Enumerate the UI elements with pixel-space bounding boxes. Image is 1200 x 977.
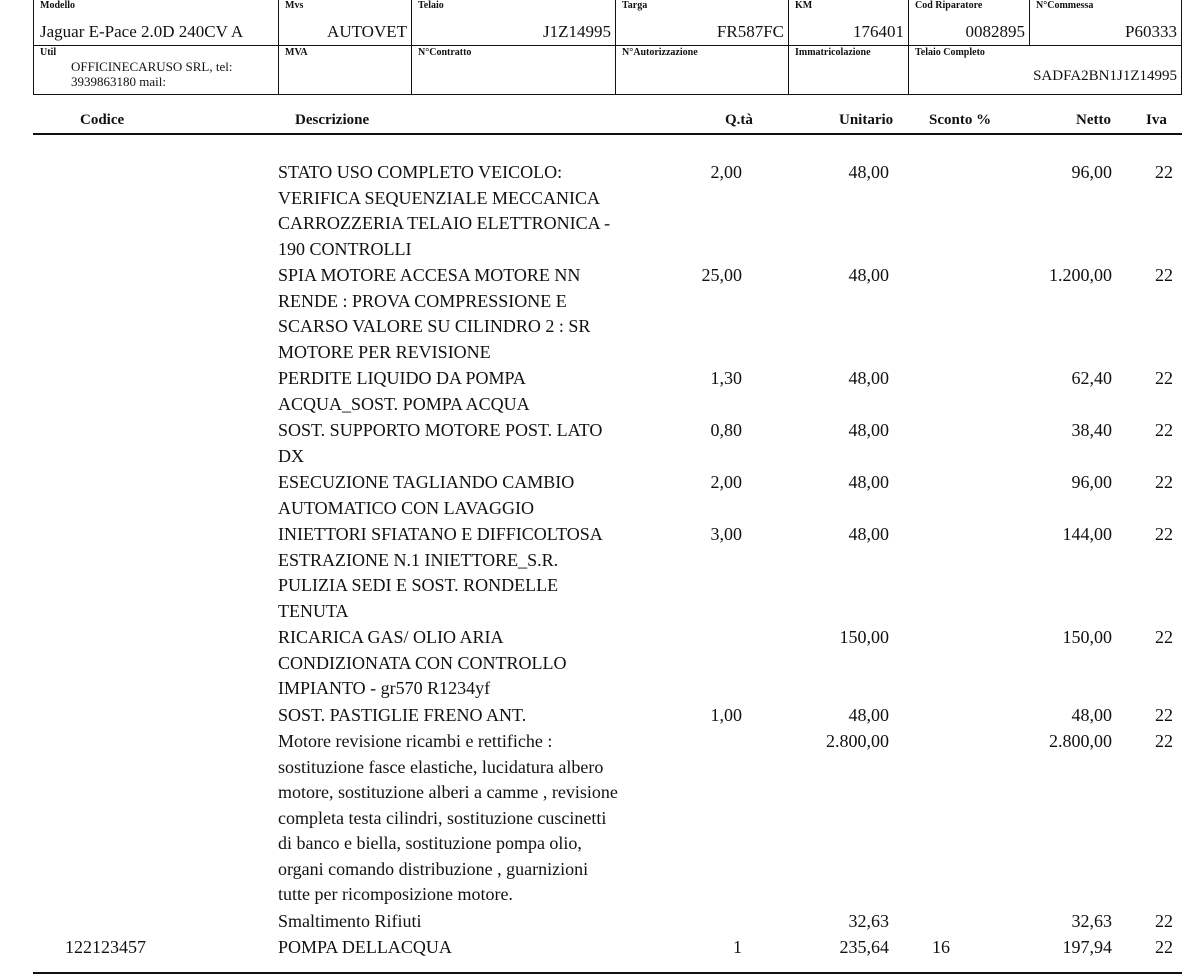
commessa-value: P60333	[1125, 22, 1177, 41]
item-quantity: 25,00	[701, 265, 742, 285]
item-net: 96,00	[1071, 472, 1112, 492]
item-discount: 16	[932, 937, 950, 957]
immatricolazione-cell	[789, 46, 909, 94]
col-qta: Q.tà	[725, 112, 753, 128]
contratto-cell	[412, 46, 616, 94]
table-row	[0, 625, 1200, 702]
item-net: 1.200,00	[1049, 265, 1112, 285]
telaio-value: J1Z14995	[543, 22, 611, 41]
item-unit-price: 235,64	[839, 937, 889, 957]
util-value: OFFICINECARUSO SRL, tel: 3939863180 mail:	[71, 59, 233, 89]
item-net: 197,94	[1062, 937, 1112, 957]
item-net: 150,00	[1062, 627, 1112, 647]
item-description: INIETTORI SFIATANO E DIFFICOLTOSA ESTRAZIONE N.1 INIETTORE_S.R. PULIZIA SEDI E SOST. RONDELLE TENUTA	[278, 524, 603, 621]
table-row	[0, 703, 1200, 729]
col-unitario: Unitario	[839, 112, 894, 128]
item-vat: 22	[1155, 731, 1173, 751]
targa-cell	[616, 0, 789, 45]
column-header-row	[33, 110, 1182, 135]
item-vat: 22	[1155, 420, 1173, 440]
autorizzazione-cell	[616, 46, 789, 94]
item-description: POMPA DELLACQUA	[278, 937, 452, 957]
col-descrizione: Descrizione	[295, 112, 370, 128]
table-row	[0, 935, 1200, 961]
item-quantity: 1	[733, 937, 742, 957]
item-unit-price: 48,00	[848, 704, 889, 725]
item-vat: 22	[1155, 162, 1173, 182]
commessa-label: N°Commessa	[1036, 0, 1094, 11]
item-vat: 22	[1155, 368, 1173, 388]
km-cell	[789, 0, 909, 45]
item-unit-price: 48,00	[848, 524, 889, 544]
item-unit-price: 48,00	[848, 265, 889, 285]
item-unit-price: 32,63	[848, 910, 889, 931]
item-quantity: 2,00	[710, 162, 742, 182]
item-description: SOST. SUPPORTO MOTORE POST. LATO DX	[278, 420, 603, 466]
item-description: SOST. PASTIGLIE FRENO ANT.	[278, 704, 527, 725]
targa-label: Targa	[622, 0, 648, 11]
mva-label: MVA	[285, 47, 308, 58]
item-vat: 22	[1155, 910, 1173, 931]
mvs-cell	[279, 0, 412, 45]
item-unit-price: 2.800,00	[826, 731, 889, 751]
item-net: 48,00	[1071, 704, 1112, 725]
item-description: ESECUZIONE TAGLIANDO CAMBIO AUTOMATICO CON LAVAGGIO	[278, 472, 575, 518]
item-vat: 22	[1155, 627, 1173, 647]
table-row	[0, 418, 1200, 469]
item-vat: 22	[1155, 472, 1173, 492]
vehicle-header	[33, 0, 1182, 95]
table-row	[0, 366, 1200, 417]
telaio-completo-label: Telaio Completo	[915, 47, 985, 58]
telaio-completo-value: SADFA2BN1J1Z14995	[1033, 68, 1177, 84]
col-codice: Codice	[80, 112, 125, 128]
item-description: Motore revisione ricambi e rettifiche : sostituzione fasce elastiche, lucidatura albero motore, sostituzione alberi a camme , revisione completa testa cilindri, sostituzione cuscinetti di banco e biella, sostituzione pompa olio, organi comando distribuzione , guarnizioni tutte per ricomposizione motore.	[278, 731, 618, 904]
cod-riparatore-cell	[909, 0, 1030, 45]
autorizzazione-label: N°Autorizzazione	[622, 47, 698, 58]
table-row	[0, 909, 1200, 935]
km-value: 176401	[853, 22, 904, 41]
modello-cell	[34, 0, 279, 45]
item-vat: 22	[1155, 524, 1173, 544]
item-quantity: 1,30	[710, 368, 742, 388]
col-iva: Iva	[1146, 112, 1167, 128]
item-vat: 22	[1155, 937, 1173, 957]
item-description: SPIA MOTORE ACCESA MOTORE NN RENDE : PROVA COMPRESSIONE E SCARSO VALORE SU CILINDRO 2 : SR MOTORE PER REVISIONE	[278, 265, 591, 362]
immatricolazione-label: Immatricolazione	[795, 47, 871, 58]
item-description: STATO USO COMPLETO VEICOLO: VERIFICA SEQUENZIALE MECCANICA CARROZZERIA TELAIO ELETTRONICA - 190 CONTROLLI	[278, 162, 611, 259]
targa-value: FR587FC	[716, 22, 784, 41]
mva-cell	[279, 46, 412, 94]
item-description: PERDITE LIQUIDO DA POMPA ACQUA_SOST. POMPA ACQUA	[278, 368, 530, 414]
commessa-cell	[1030, 0, 1181, 45]
item-quantity: 3,00	[710, 524, 742, 544]
item-description: Smaltimento Rifiuti	[278, 910, 422, 931]
telaio-completo-cell	[909, 46, 1181, 94]
item-unit-price: 48,00	[848, 472, 889, 492]
mvs-label: Mvs	[285, 0, 304, 11]
modello-label: Modello	[40, 0, 75, 11]
item-unit-price: 48,00	[848, 420, 889, 440]
cod-riparatore-label: Cod Riparatore	[915, 0, 983, 11]
item-net: 62,40	[1071, 368, 1112, 388]
item-vat: 22	[1155, 704, 1173, 725]
cod-riparatore-value: 0082895	[965, 22, 1025, 41]
item-quantity: 2,00	[710, 472, 742, 492]
util-label: Util	[40, 47, 57, 58]
header-row-2	[34, 45, 1181, 94]
table-row	[0, 729, 1200, 908]
telaio-cell	[412, 0, 616, 45]
mvs-value: AUTOVET	[327, 22, 407, 41]
km-label: KM	[795, 0, 813, 11]
item-net: 144,00	[1062, 524, 1112, 544]
item-net: 32,63	[1071, 910, 1112, 931]
item-vat: 22	[1155, 265, 1173, 285]
table-row	[0, 263, 1200, 365]
item-net: 96,00	[1071, 162, 1112, 182]
bottom-rule	[33, 972, 1182, 974]
modello-value: Jaguar E-Pace 2.0D 240CV A	[40, 22, 244, 41]
col-netto: Netto	[1076, 112, 1111, 128]
item-net: 38,40	[1071, 420, 1112, 440]
header-row-1	[34, 0, 1181, 45]
item-quantity: 1,00	[710, 704, 742, 725]
item-net: 2.800,00	[1049, 731, 1112, 751]
telaio-label: Telaio	[418, 0, 444, 11]
col-sconto: Sconto %	[929, 112, 992, 128]
util-cell	[34, 46, 279, 94]
table-row	[0, 470, 1200, 521]
item-quantity: 0,80	[710, 420, 742, 440]
item-unit-price: 48,00	[848, 162, 889, 182]
item-unit-price: 150,00	[839, 627, 889, 647]
contratto-label: N°Contratto	[418, 47, 472, 58]
item-unit-price: 48,00	[848, 368, 889, 388]
table-row	[0, 522, 1200, 624]
item-code: 122123457	[65, 937, 146, 957]
table-row	[0, 160, 1200, 262]
item-description: RICARICA GAS/ OLIO ARIA CONDIZIONATA CON CONTROLLO IMPIANTO - gr570 R1234yf	[278, 627, 567, 698]
